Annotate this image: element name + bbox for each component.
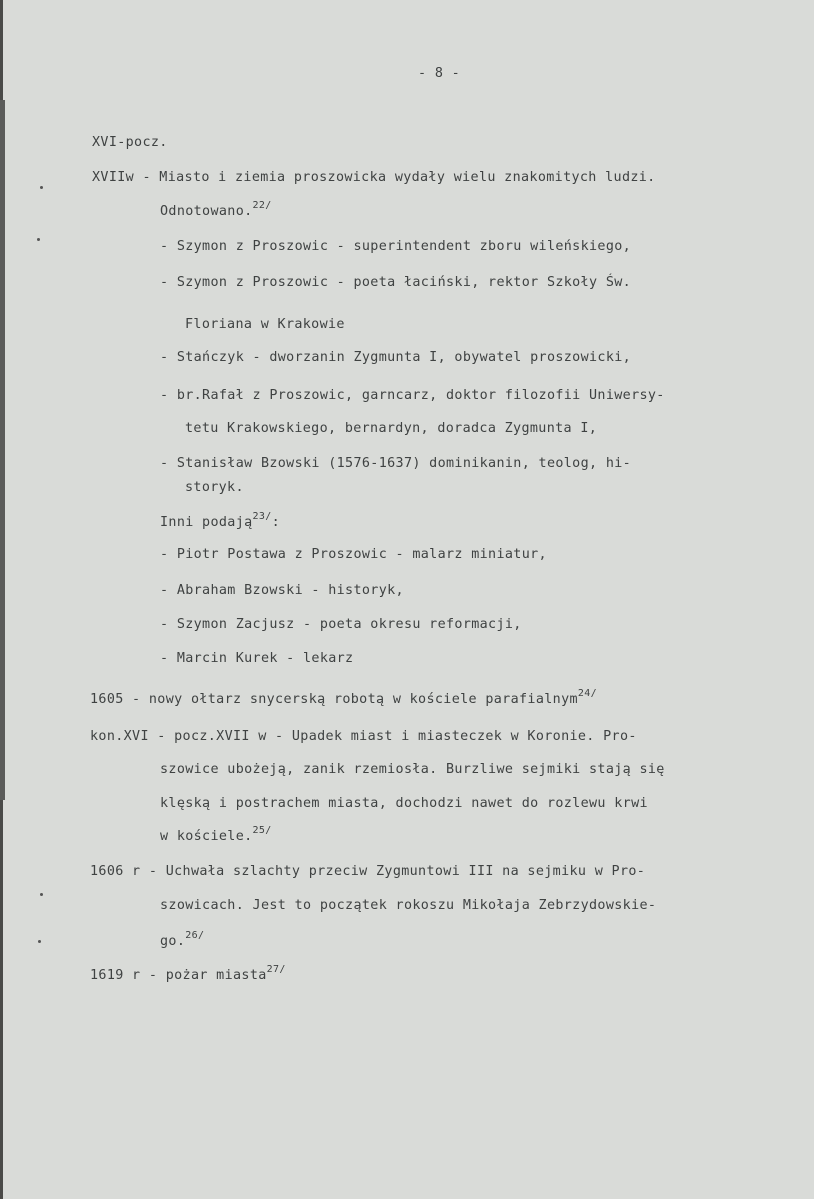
footnote-ref: 27/	[266, 963, 286, 975]
scan-speck	[37, 238, 40, 241]
text-line: - Szymon Zacjusz - poeta okresu reformacji,	[160, 617, 522, 632]
text-line: 1619 r - pożar miasta$^{27/}$	[90, 963, 286, 983]
text-line: szowicach. Jest to początek rokoszu Mikołaja Zebrzydowskie-	[160, 898, 657, 913]
text-line: - Abraham Bzowski - historyk,	[160, 583, 404, 598]
text-line: XVI-pocz.	[92, 135, 168, 150]
text-line: kon.XVI - pocz.XVII w - Upadek miast i miasteczek w Koronie. Pro-	[90, 729, 637, 744]
text-line: w kościele.$^{25/}$	[160, 824, 272, 844]
scan-edge-shadow	[0, 100, 5, 800]
text-line: - Szymon z Proszowic - superintendent zboru wileńskiego,	[160, 239, 632, 254]
text-line: 1605 - nowy ołtarz snycerską robotą w kościele parafialnym$^{24/}$	[90, 687, 598, 707]
text-line: go.$^{26/}$	[160, 929, 205, 949]
text-line: - Szymon z Proszowic - poeta łaciński, rektor Szkoły Św.	[160, 275, 632, 290]
scan-speck	[40, 893, 43, 896]
text-line: XVIIw - Miasto i ziemia proszowicka wydały wielu znakomitych ludzi.	[92, 170, 656, 185]
text-line: klęską i postrachem miasta, dochodzi nawet do rozlewu krwi	[160, 796, 648, 811]
text-line: Floriana w Krakowie	[185, 317, 345, 332]
footnote-ref: 26/	[185, 929, 205, 941]
footnote-ref: 23/	[252, 510, 272, 522]
text-line: Odnotowano.$^{22/}$	[160, 199, 272, 219]
text-line: 1606 r - Uchwała szlachty przeciw Zygmuntowi III na sejmiku w Pro-	[90, 864, 646, 879]
page-number: - 8 -	[418, 66, 461, 81]
text-line: - br.Rafał z Proszowic, garncarz, doktor filozofii Uniwersy-	[160, 388, 665, 403]
text-line: - Piotr Postawa z Proszowic - malarz miniatur,	[160, 547, 547, 562]
footnote-ref: 22/	[252, 199, 272, 211]
scan-speck	[38, 940, 41, 943]
text-line: storyk.	[185, 480, 244, 495]
text-line: - Stańczyk - dworzanin Zygmunta I, obywatel proszowicki,	[160, 350, 632, 365]
text-line: szowice ubożeją, zanik rzemiosła. Burzliwe sejmiki stają się	[160, 762, 665, 777]
text-line: - Marcin Kurek - lekarz	[160, 651, 354, 666]
text-line: Inni podają$^{23/}$:	[160, 510, 281, 530]
scan-speck	[40, 186, 43, 189]
text-line: tetu Krakowskiego, bernardyn, doradca Zygmunta I,	[185, 421, 598, 436]
text-line: - Stanisław Bzowski (1576-1637) dominikanin, teolog, hi-	[160, 456, 632, 471]
footnote-ref: 25/	[252, 824, 272, 836]
footnote-ref: 24/	[577, 687, 598, 699]
